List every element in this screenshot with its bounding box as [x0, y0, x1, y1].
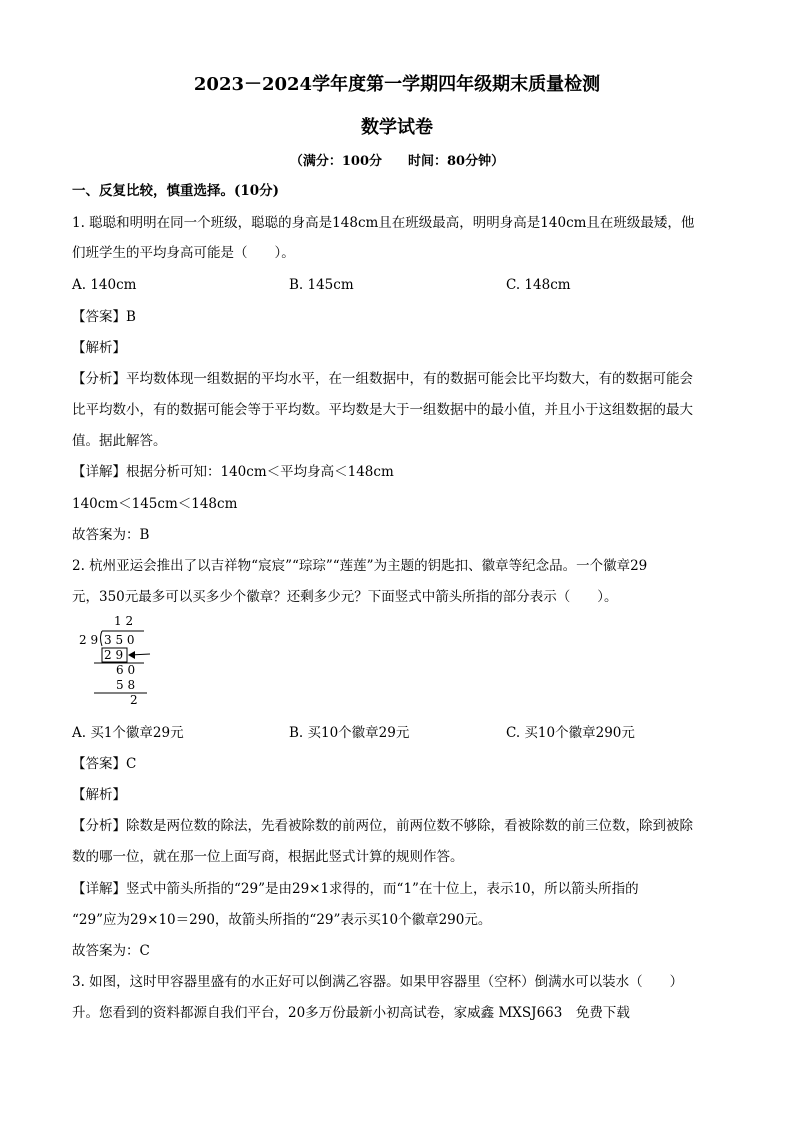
q2-analysis-line1: 【分析】除数是两位数的除法，先看被除数的前两位，前两位数不够除，看被除数的前三位数，除到被除: [72, 818, 693, 834]
section-heading: 一、反复比较，慎重选择。(10分): [72, 183, 280, 199]
q2-analysis-label: 【解析】: [72, 787, 126, 803]
long-division-figure: [72, 612, 172, 708]
q2-detail-line2: “29”应为29×10＝290，故箭头所指的“29”表示买10个徽章290元。: [72, 912, 492, 928]
q1-stem-line1: 1. 聪聪和明明在同一个班级，聪聪的身高是148cm且在班级最高，明明身高是140cm且在班级最矮，他: [72, 215, 695, 231]
q1-conclusion: 故答案为：B: [72, 527, 150, 543]
q2-stem-line1: 2. 杭州亚运会推出了以吉祥物“宸宸”“琮琮”“莲莲”为主题的钥匙扣、徽章等纪念品。一个徽章29: [72, 558, 648, 574]
q1-detail-line2: 140cm＜145cm＜148cm: [72, 496, 238, 512]
exam-meta: （满分：100分 时间：80分钟）: [289, 154, 505, 169]
q3-stem-line2: 升。您看到的资料都源自我们平台，20多万份最新小初高试卷，家威鑫 MXSJ663 免费下载: [72, 1005, 630, 1021]
division-dividend: 3 5 0: [104, 633, 135, 647]
division-bracket: [101, 631, 103, 646]
q1-stem-line2: 们班学生的平均身高可能是（ ）。: [72, 245, 295, 261]
q1-analysis-label: 【解析】: [72, 340, 126, 356]
q2-option-a: A. 买1个徽章29元: [72, 725, 184, 741]
division-divisor: 2 9: [79, 633, 99, 647]
exam-subject: 数学试卷: [361, 117, 433, 138]
division-remainder1: 6 0: [116, 663, 136, 677]
q1-analysis-line3: 值。据此解答。: [72, 433, 167, 449]
q1-option-c: C. 148cm: [506, 277, 571, 293]
q2-option-b: B. 买10个徽章29元: [289, 725, 410, 741]
q2-answer: 【答案】C: [72, 756, 137, 772]
q1-option-a: A. 140cm: [72, 277, 137, 293]
q2-option-c: C. 买10个徽章290元: [506, 725, 635, 741]
division-remainder2: 2: [130, 693, 138, 707]
q2-detail-line1: 【详解】竖式中箭头所指的“29”是由29×1求得的，而“1”在十位上，表示10，所以箭头所指的: [72, 881, 639, 897]
q2-stem-line2: 元，350元最多可以买多少个徽章？还剩多少元？下面竖式中箭头所指的部分表示（ ）。: [72, 589, 618, 605]
q3-stem-line1: 3. 如图，这时甲容器里盛有的水正好可以倒满乙容器。如果甲容器里（空杯）倒满水可以装水（ ）: [72, 974, 684, 990]
q2-analysis-line2: 数的哪一位，就在那一位上面写商，根据此竖式计算的规则作答。: [72, 849, 464, 865]
division-step2: 5 8: [116, 678, 136, 692]
division-quotient: 1 2: [114, 614, 134, 628]
q1-detail-line1: 【详解】根据分析可知：140cm＜平均身高＜148cm: [72, 464, 394, 480]
exam-title: 2023－2024学年度第一学期四年级期末质量检测: [193, 74, 601, 95]
q2-conclusion: 故答案为：C: [72, 943, 150, 959]
arrow-icon: [128, 651, 135, 659]
q1-analysis-line2: 比平均数小，有的数据可能会等于平均数。平均数是大于一组数据中的最小值，并且小于这组数据的最大: [72, 402, 693, 418]
division-step1: 2 9: [104, 648, 124, 662]
q1-answer: 【答案】B: [72, 309, 136, 325]
q1-option-b: B. 145cm: [289, 277, 354, 293]
q1-analysis-line1: 【分析】平均数体现一组数据的平均水平，在一组数据中，有的数据可能会比平均数大，有的数据可能会: [72, 371, 693, 387]
